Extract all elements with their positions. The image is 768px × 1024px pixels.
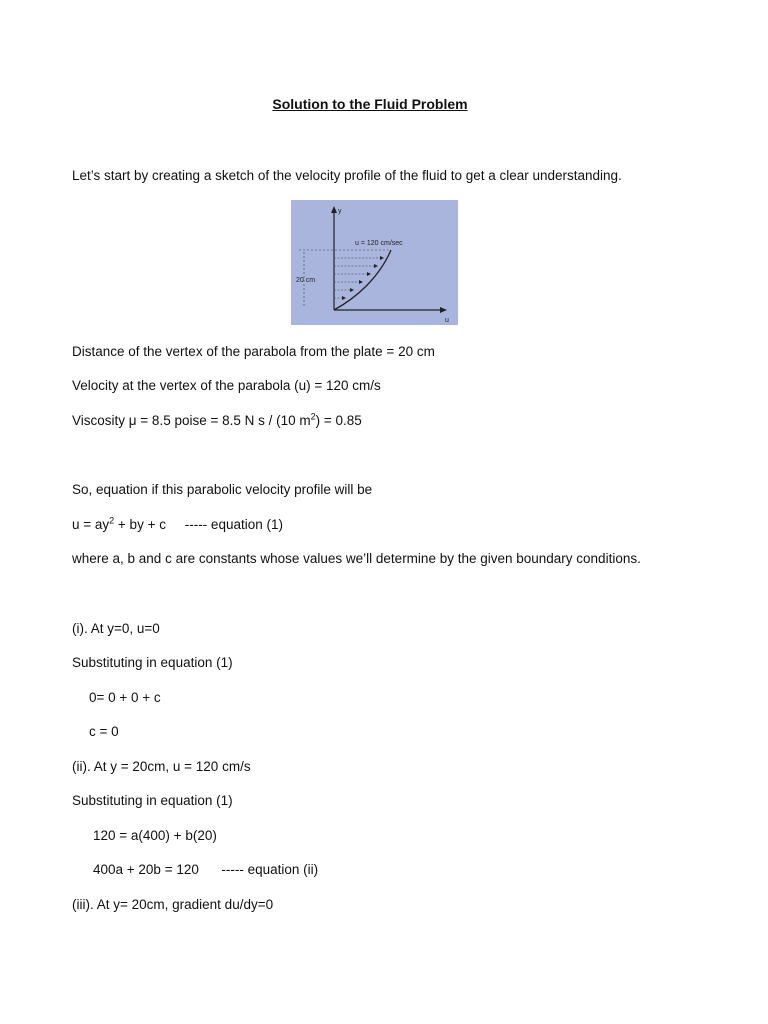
condition-ii: (ii). At y = 20cm, u = 120 cm/s xyxy=(72,759,251,774)
x-axis-arrow xyxy=(440,307,447,313)
equation-text: u = ay xyxy=(72,517,110,532)
equation-text-end: + by + c ----- equation (1) xyxy=(114,517,283,532)
substituting-2: Substituting in equation (1) xyxy=(72,793,233,808)
equation-superscript: 2 xyxy=(109,515,115,526)
substituting-1: Substituting in equation (1) xyxy=(72,655,233,670)
equation-step-2: 120 = a(400) + b(20) xyxy=(93,828,217,843)
condition-iii: (iii). At y= 20cm, gradient du/dy=0 xyxy=(72,897,274,912)
y-axis-arrow xyxy=(331,206,337,213)
viscosity-text-end: ) = 0.85 xyxy=(315,413,362,428)
height-label: 20 cm xyxy=(296,277,316,284)
velocity-profile-sketch xyxy=(291,200,458,325)
equation-step: 0= 0 + 0 + c xyxy=(89,690,161,705)
u-axis-label: u xyxy=(445,317,449,324)
velocity-arrows xyxy=(334,258,383,298)
viscosity-text: Viscosity μ = 8.5 poise = 8.5 N s / (10 m xyxy=(72,413,311,428)
equation-ii: 400a + 20b = 120 ----- equation (ii) xyxy=(93,862,319,877)
vertex-velocity-label: u = 120 cm/sec xyxy=(355,240,403,247)
equation-1 xyxy=(72,516,283,534)
intro-paragraph: Let’s start by creating a sketch of the velocity profile of the fluid to get a clear understanding. xyxy=(72,168,622,183)
equation-intro: So, equation if this parabolic velocity profile will be xyxy=(72,482,373,497)
page-title: Solution to the Fluid Problem xyxy=(272,96,468,112)
viscosity-superscript: 2 xyxy=(310,411,316,422)
parabolic-profile-curve xyxy=(334,250,391,310)
given-velocity: Velocity at the vertex of the parabola (u) = 120 cm/s xyxy=(72,378,381,393)
c-result: c = 0 xyxy=(89,724,119,739)
given-viscosity xyxy=(72,412,362,430)
velocity-profile-figure xyxy=(291,200,458,325)
given-distance: Distance of the vertex of the parabola from the plate = 20 cm xyxy=(72,344,435,359)
y-axis-label: y xyxy=(338,208,342,215)
constants-note: where a, b and c are constants whose values we’ll determine by the given boundary conditions. xyxy=(72,551,641,566)
condition-i: (i). At y=0, u=0 xyxy=(72,621,160,636)
velocity-arrowheads xyxy=(342,256,384,300)
